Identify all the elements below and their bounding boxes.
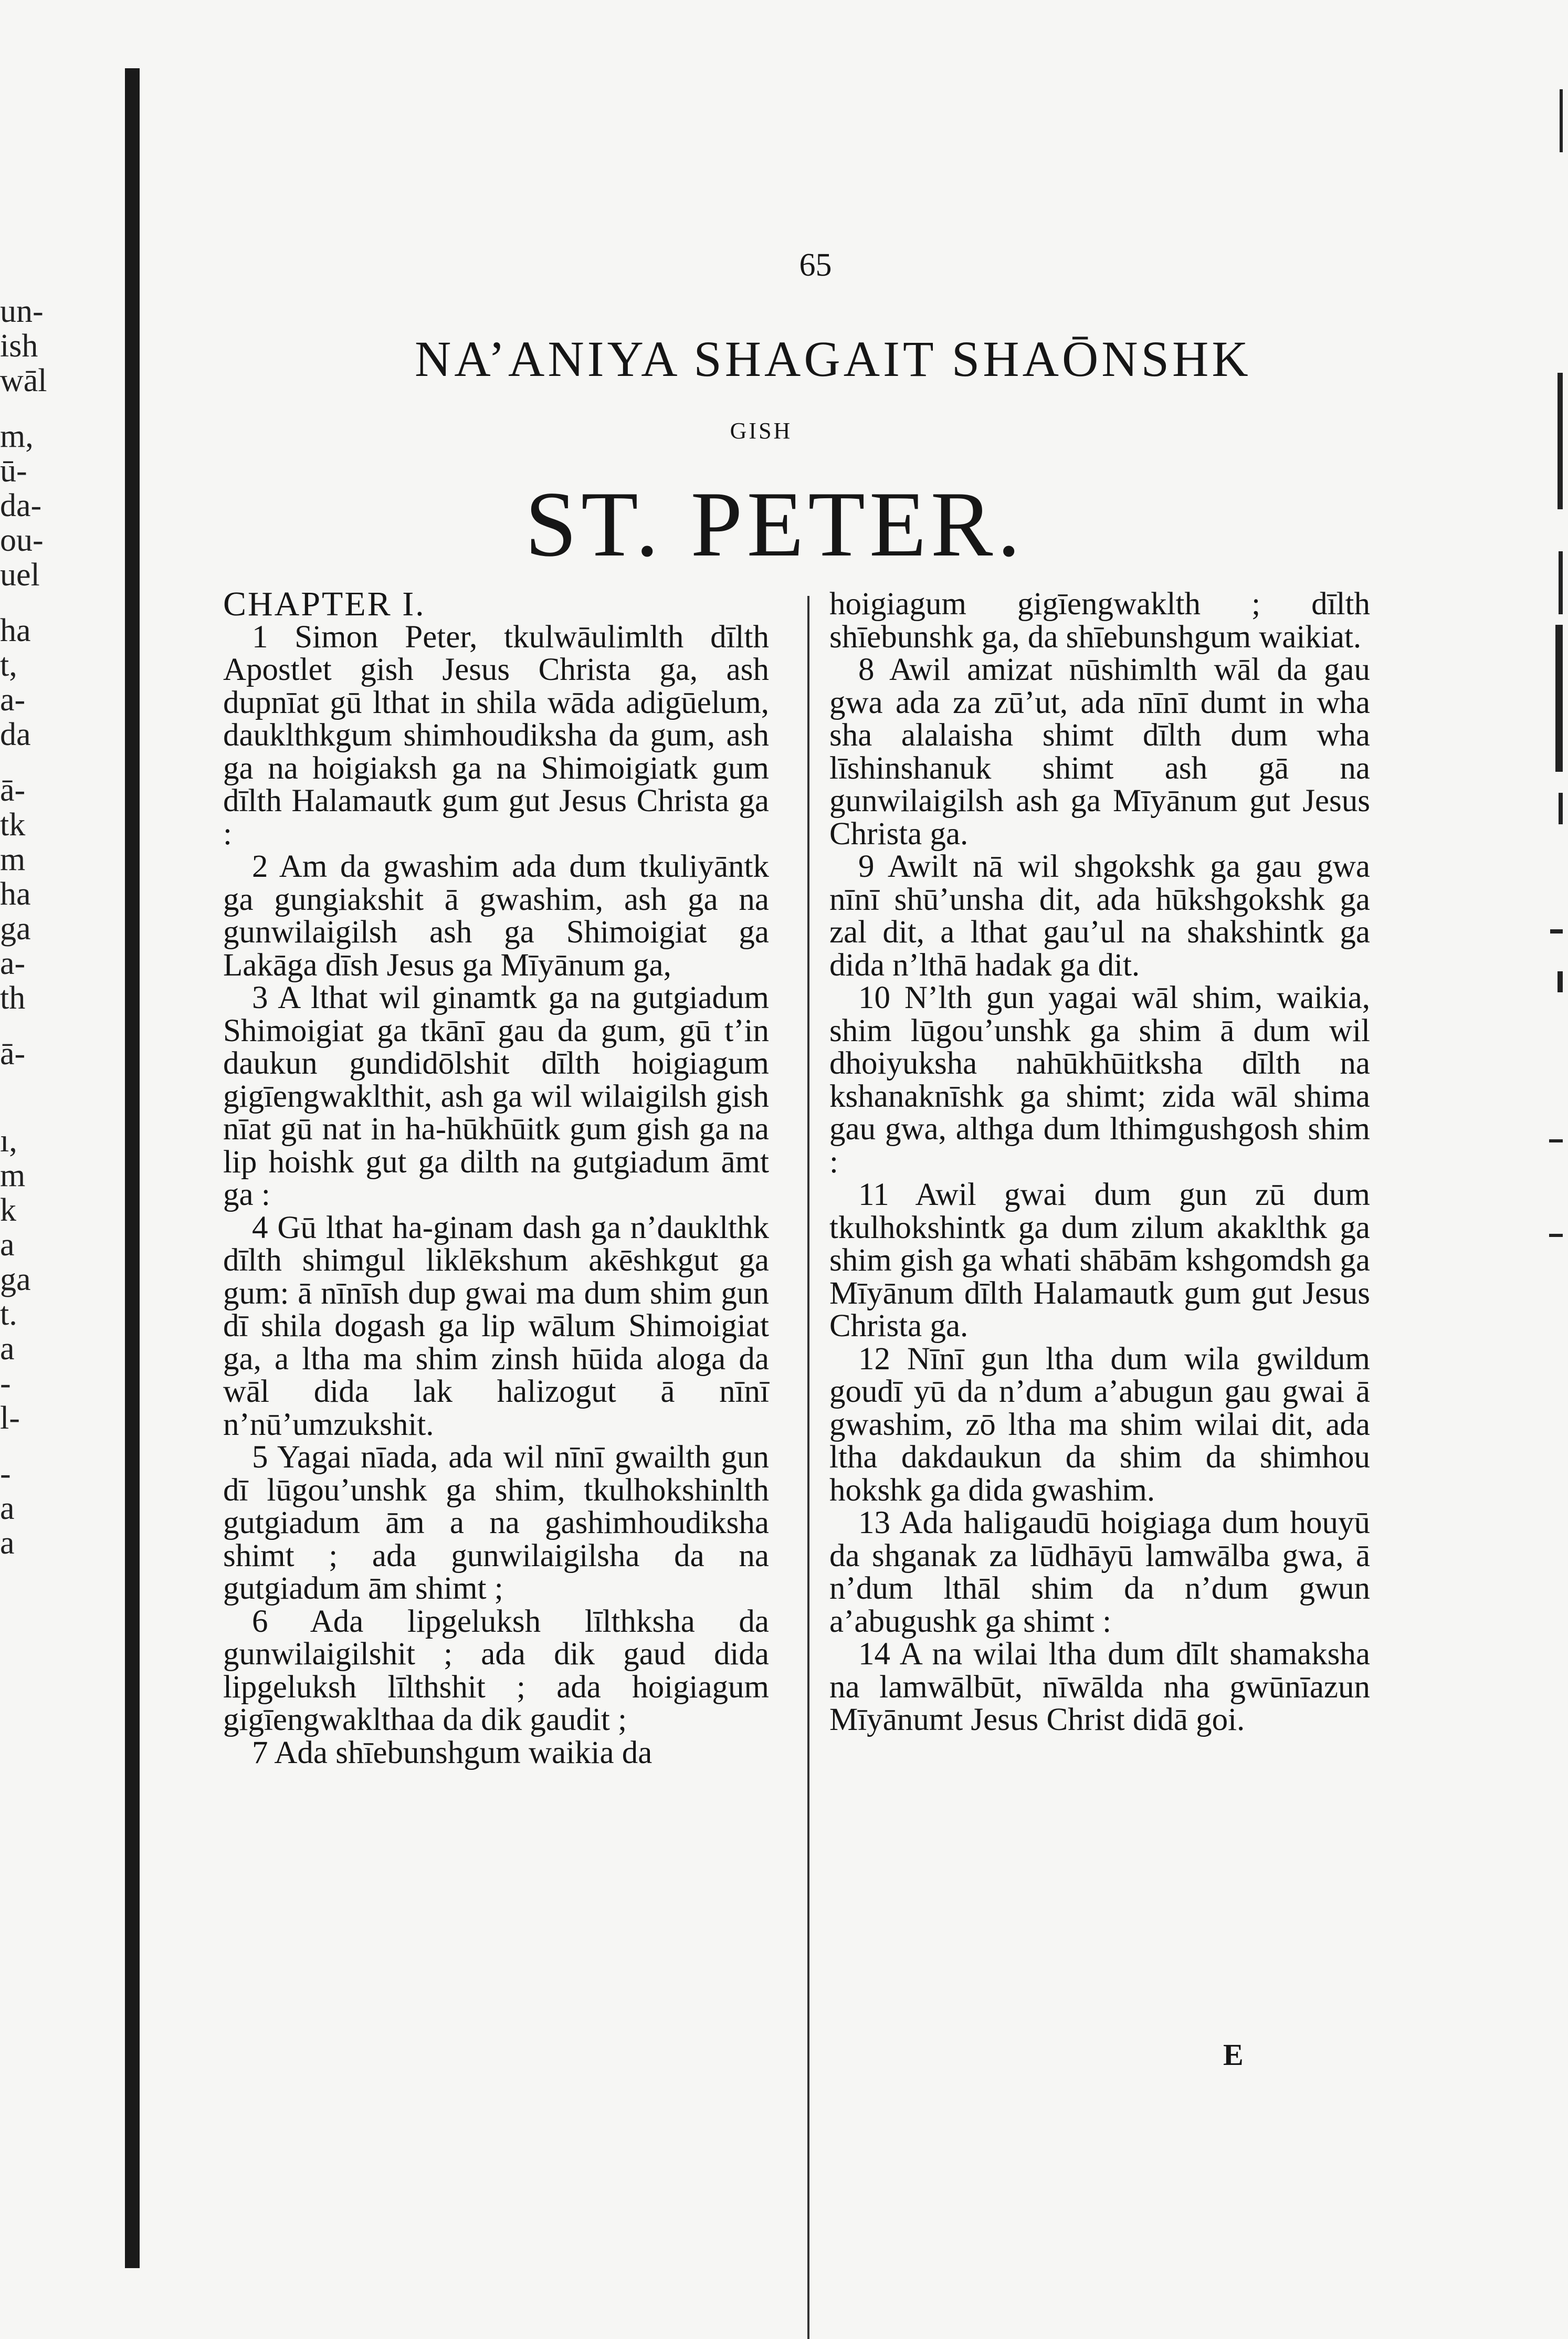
title-connector: GISH [730,418,793,444]
bleed-line: t, [0,647,17,683]
verse-paragraph: 7 Ada shīebunshgum waikia da [252,1735,653,1770]
bleed-line: ū- [0,453,27,489]
verse-paragraph: 11 Awil gwai dum gun zū dum tkulhokshintk ga dum zilum akaklthk ga shim gish ga whati shābām kshgomdsh ga Mīyānum dīlth Halamautk gum gut Jesus Christa ga. [829,1177,1370,1344]
page-number: 65 [799,247,832,283]
verse-paragraph: 9 Awilt nā wil shgokshk ga gau gwa nīnī shū’unsha dit, ada hūkshgokshk ga zal dit, a lthat gau’ul na shakshintk ga dida n’lthā hadak ga dit. [829,849,1370,983]
bleed-line: tk [0,807,26,843]
bleed-line: ha [0,613,31,648]
bleed-line: wāl [0,363,47,398]
chapter-heading: CHAPTER I. [223,585,426,623]
bleed-line: a- [0,682,26,718]
bleed-line: l- [0,1400,20,1436]
column-divider [807,596,809,2339]
book-title: NA’ANIYA SHAGAIT SHAŌNSHK [415,331,1251,387]
verse-paragraph: 2 Am da gwashim ada dum tkuliyāntk ga gungiakshit ā gwashim, ash ga na gunwilaigilsh ash ga Shimoigiat ga Lakāga dīsh Jesus ga Mīyānum ga, [223,849,769,983]
bleed-line: ha [0,876,31,912]
bleed-line: m [0,1158,26,1193]
verse-paragraph: 6 Ada lipgeluksh līlthksha da gunwilaigilshit ; ada dik gaud dida lipgeluksh līlthshit ; ada hoigiagum gigīengwaklthaa da dik gaudit ; [223,1603,769,1737]
verse-paragraph: 13 Ada haligaudū hoigiaga dum houyū da shganak za lūdhāyū lamwālba gwa, ā n’dum lthāl shim da n’dum gwun a’abugushk ga shimt : [829,1505,1370,1639]
signature-mark: E [1223,2038,1244,2072]
verse-paragraph: 10 N’lth gun yagai wāl shim, waikia, shim lūgou’unshk ga shim ā dum wil dhoiyuksha nahūkhūitksha dīlth na kshanaknīshk ga shimt; zida wāl shima gau gwa, althga dum lthimgushgosh shim : [829,980,1370,1180]
bleed-line: t. [0,1296,17,1332]
verse-paragraph: 12 Nīnī gun ltha dum wila gwildum goudī yū da n’dum a’abugun gau gwai ā gwashim, zō ltha ma shim wilai dit, ada ltha dakdaukun da shim da shimhou hokshk ga dida gwashim. [829,1341,1370,1508]
right-text-column [829,588,1370,1737]
bleed-line: a [0,1331,15,1367]
bleed-line: uel [0,557,40,593]
bleed-line: ga [0,911,31,947]
verse-paragraph: 14 A na wilai ltha dum dīlt shamaksha na lamwālbūt, nīwālda nha gwūnīazun Mīyānumt Jesus Christ didā goi. [829,1637,1370,1737]
verse-paragraph: 3 A lthat wil ginamtk ga na gutgiadum Shimoigiat ga tkānī gau da gum, gū t’in daukun gundidōlshit dīlth hoigiagum gigīengwaklthit, ash ga wil wilaigilsh gish nīat gū nat in ha-hūkhūitk gum gish ga na lip hoishk gut ga dilth na gutgiadum āmt ga : [223,980,769,1212]
bleed-line: k [0,1192,16,1228]
bleed-line: - [0,1366,11,1401]
facing-page-bleed [0,294,121,1560]
bleed-line: m [0,842,26,877]
bleed-line: ā- [0,1036,26,1072]
bleed-line: - [0,1456,11,1492]
book-subtitle: ST. PETER. [525,472,1025,576]
verse-paragraph: 8 Awil amizat nūshimlth wāl da gau gwa ada za zū’ut, ada nīnī dumt in wha sha alalaisha shimt dīlth dum wha līshinshanuk shimt ash gā na gunwilaigilsh ash ga Mīyānum gut Jesus Christa ga. [829,652,1370,852]
bleed-line: ı, [0,1123,17,1159]
bleed-line: da- [0,488,42,523]
bleed-line: ga [0,1262,31,1297]
bleed-line: un- [0,293,44,329]
verse-paragraph: 4 Gū lthat ha-ginam dash ga n’dauklthk dīlth shimgul liklēkshum akēshkgut ga gum: ā nīnīsh dup gwai ma dum shim gun dī shila dogash ga lip wālum Shimoigiat ga, a ltha ma shim zinsh hūida aloga da wāl dida lak halizogut ā nīnī n’nū’umzukshit. [223,1210,769,1442]
verse-continuation: hoigiagum gigīengwaklth ; dīlth shīebunshk ga, da shīebunshgum waikiat. [829,586,1370,655]
bleed-line: a [0,1525,15,1561]
bleed-line: a- [0,946,26,981]
bleed-line: a [0,1227,15,1263]
bleed-line: a [0,1491,15,1526]
verse-paragraph: 1 Simon Peter, tkulwāulimlth dīlth Apostlet gish Jesus Christa ga, ash dupnīat gū lthat in shila wāda adigūelum, dauklthkgum shimhoudiksha da gum, ash ga na hoigiaksh ga na Shimoigiatk gum dīlth Halamautk gum gut Jesus Christa ga : [223,619,769,852]
bleed-line: da [0,717,31,752]
verse-paragraph: 5 Yagai nīada, ada wil nīnī gwailth gun dī lūgou’unshk ga shim, tkulhokshinlth gutgiadum ām a na gashimhoudiksha shimt ; ada gunwilaigilsha da na gutgiadum ām shimt ; [223,1440,769,1606]
bleed-line: ish [0,328,38,364]
bleed-line: ā- [0,772,26,808]
bleed-line: ou- [0,522,44,558]
bleed-line: th [0,980,26,1016]
binding-gutter-shadow [125,68,140,2268]
left-text-column [223,585,769,1770]
bleed-line: m, [0,418,34,454]
